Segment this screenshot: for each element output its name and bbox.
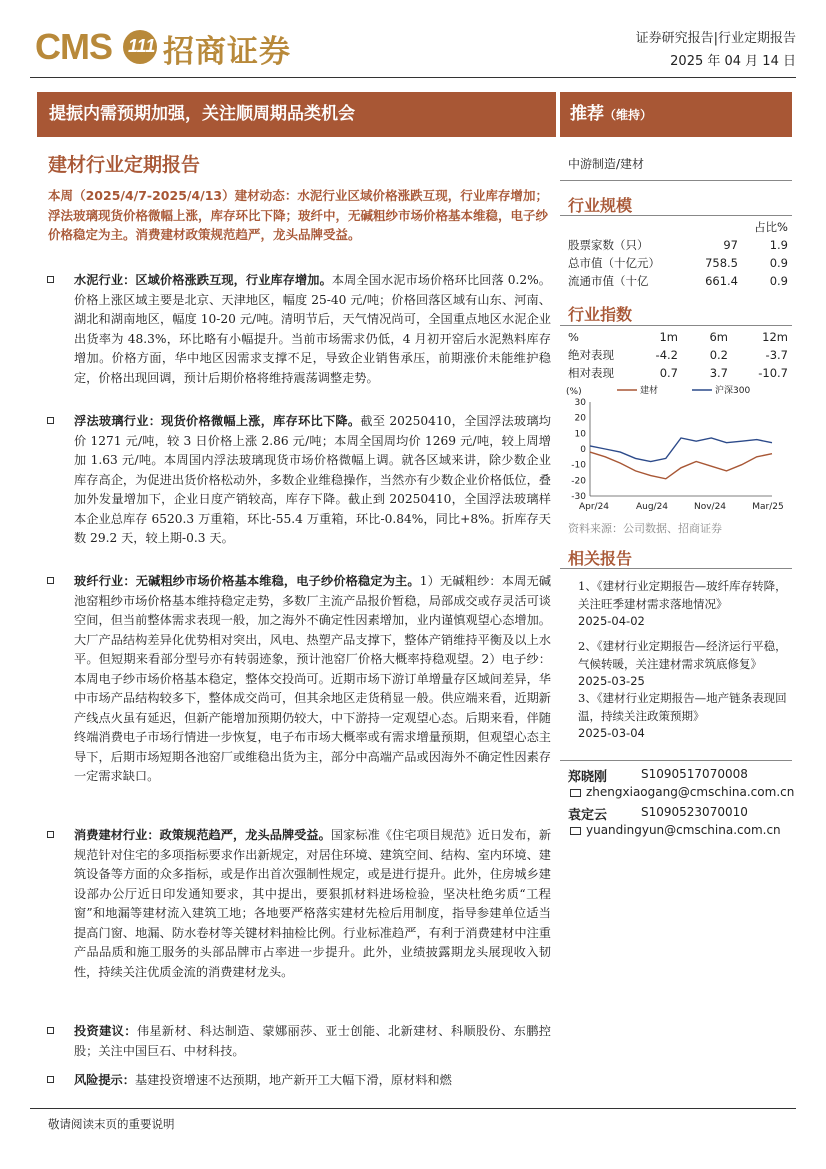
rating-badge bbox=[560, 92, 792, 137]
rating-label: 推荐 bbox=[570, 104, 604, 124]
section-body: 基建投资增速不达预期，地产新开工大幅下滑，原材料和燃 bbox=[134, 1073, 452, 1087]
sidebar-divider bbox=[560, 325, 792, 326]
x-tick-label: Apr/24 bbox=[578, 502, 610, 512]
scale-value: 661.4 bbox=[705, 274, 738, 288]
legend-label: 建材 bbox=[640, 386, 659, 396]
email-icon bbox=[570, 827, 581, 835]
y-tick-label: -10 bbox=[571, 460, 586, 471]
bullet-icon bbox=[47, 276, 54, 283]
related-report-date: 2025-03-04 bbox=[578, 726, 645, 740]
x-tick-label: Nov/24 bbox=[693, 502, 727, 512]
section-body: 本周全国水泥市场价格环比回落 0.2%。价格上涨区域主要是北京、天津地区，幅度 25-40 元/吨；价格回落区域有山东、河南、湖北和湖南地区，幅度 10-20 元/吨。清明节后，天气情况尚可，全国重点地区水泥企业出货率为 48.3%，环比略有小幅提升。当前市场需求仍低，4 月初开窑后水泥熟料库存增加。价格方面，华中地区因需求支撑不足，导致企业销售承压，前期涨价未能维护稳定，价格出现回调，预计后期价格将维持震荡调整走势。 bbox=[74, 273, 551, 385]
section-consumer-materials bbox=[48, 826, 551, 982]
scale-label: 总市值（十亿元） bbox=[568, 256, 660, 270]
author-id: S1090523070010 bbox=[641, 805, 748, 819]
index-performance-chart bbox=[562, 384, 792, 516]
header-divider bbox=[30, 77, 796, 78]
y-tick-label: -30 bbox=[571, 492, 586, 502]
index-header: 6m bbox=[709, 330, 728, 344]
author-id: S1090517070008 bbox=[641, 767, 748, 781]
email-icon bbox=[570, 789, 581, 797]
index-header: % bbox=[568, 330, 579, 344]
scale-label: 股票家数（只） bbox=[568, 238, 649, 252]
bullet-icon bbox=[47, 1027, 54, 1034]
section-body: 截至 20250410，全国浮法玻璃均价 1271 元/吨，较 3 日价格上涨 2.86 元/吨；本周全国周均价 1269 元/吨，较上周增加 1.63 元/吨。本周国内浮法玻璃现货市场价格微幅上调。就各区域来讲，除少数企业库存高企，为促进出货价格松动外，多数企业维稳操作，当然亦有少数企业价格低位，叠加外发量增加下，企业日度产销较高，库存下降。截止到 20250410，全国浮法玻璃样本企业总库存 6520.3 万重箱，环比-55.4 万重箱，环比-0.84%，同比+8%。折库存天数 29.2 天，较上期-0.3 天。 bbox=[74, 414, 551, 545]
report-title: 提振内需预期加强，关注顺周期品类机会 bbox=[37, 92, 556, 137]
author-email[interactable]: zhengxiaogang@cmschina.com.cn bbox=[586, 785, 795, 799]
y-tick-label: 10 bbox=[574, 429, 586, 440]
section-glass bbox=[48, 412, 551, 549]
footer-note: 敬请阅读末页的重要说明 bbox=[48, 1117, 175, 1131]
section-head: 浮法玻璃行业：现货价格微幅上涨，库存环比下降。 bbox=[74, 414, 361, 428]
index-title: 行业指数 bbox=[568, 305, 633, 324]
sidebar-divider bbox=[560, 568, 792, 569]
scale-table bbox=[568, 218, 788, 290]
index-value: -3.7 bbox=[765, 348, 788, 362]
x-tick-label: Mar/25 bbox=[752, 502, 784, 512]
index-value: -10.7 bbox=[758, 366, 788, 380]
scale-value: 758.5 bbox=[705, 256, 738, 270]
legend-label: 沪深300 bbox=[715, 386, 751, 396]
index-table bbox=[568, 328, 788, 382]
scale-pct: 0.9 bbox=[769, 274, 788, 288]
related-report-date: 2025-03-25 bbox=[578, 674, 645, 688]
sidebar-divider bbox=[560, 215, 792, 216]
index-value: -4.2 bbox=[655, 348, 678, 362]
author-name: 郑晓刚 bbox=[568, 770, 608, 785]
section-body: 1）无碱粗纱：本周无碱池窑粗纱市场价格基本维持稳定走势，多数厂主流产品报价暂稳，局部成交或存灵活可谈空间，但当前整体需求表现一般，加之海外不确定性因素增加，业内谨慎观望心态增加。大厂产品结构差异化优势相对突出，风电、热塑产品支撑下，整体产销维持平衡及以上水平。但短期来看部分型号亦有转弱迹象，预计池窑厂价格大概率持稳观望。2）电子纱：本周电子纱市场价格基本稳定，整体交投尚可。近期市场下游订单增量存区域间差异，华中市场产品结构较多下，整体成交尚可，但其余地区走货稍显一般。供应端来看，近期新产线点火虽有延迟，但新产能增加预期仍较大，中下游持一定观望心态。后期来看，伴随终端消费电子市场行情进一步恢复，电子布市场大概率或有需求增量预期，但观望心态主导下，后期市场短期各池窑厂或维稳出货为主，部分中高端产品或因海外不确定性因素存一定需求缺口。 bbox=[74, 574, 552, 783]
author-email[interactable]: yuandingyun@cmschina.com.cn bbox=[586, 823, 781, 837]
y-tick-label: -20 bbox=[571, 476, 586, 487]
doc-category: 证券研究报告|行业定期报告 bbox=[635, 31, 796, 46]
section-risk bbox=[48, 1071, 551, 1091]
series-line-csi300 bbox=[590, 438, 772, 462]
section-fiberglass bbox=[48, 572, 551, 787]
scale-pct: 0.9 bbox=[769, 256, 788, 270]
section-head: 消费建材行业：政策规范趋严，龙头品牌受益。 bbox=[74, 828, 331, 842]
section-head: 水泥行业：区域价格涨跌互现，行业库存增加。 bbox=[74, 273, 332, 287]
logo-chinese-text: 招商证券 bbox=[163, 34, 291, 70]
index-value: 0.2 bbox=[709, 348, 728, 362]
section-body: 伟星新材、科达制造、蒙娜丽莎、亚士创能、北新建材、科顺股份、东鹏控股；关注中国巨石、中材科技。 bbox=[74, 1024, 551, 1058]
y-tick-label: 30 bbox=[574, 398, 586, 408]
footer-divider bbox=[30, 1108, 796, 1109]
sidebar-divider bbox=[560, 760, 792, 761]
bullet-icon bbox=[47, 417, 54, 424]
index-label: 相对表现 bbox=[568, 366, 614, 380]
table-row bbox=[568, 328, 788, 346]
logo-cms-text: CMS bbox=[35, 26, 112, 67]
table-row bbox=[568, 236, 788, 254]
scale-title: 行业规模 bbox=[568, 196, 633, 215]
table-row bbox=[568, 364, 788, 382]
bullet-icon bbox=[47, 577, 54, 584]
related-report-date: 2025-04-02 bbox=[578, 614, 645, 628]
x-tick-label: Aug/24 bbox=[635, 502, 669, 512]
scale-pct: 1.9 bbox=[769, 238, 788, 252]
bullet-icon bbox=[47, 831, 54, 838]
logo-mark-icon: 111 bbox=[123, 30, 157, 64]
report-type: 建材行业定期报告 bbox=[48, 154, 201, 176]
y-tick-label: 20 bbox=[574, 413, 586, 424]
index-header: 1m bbox=[659, 330, 678, 344]
y-tick-label: 0 bbox=[580, 445, 586, 455]
table-row bbox=[568, 218, 788, 236]
related-report-item[interactable] bbox=[578, 638, 790, 691]
scale-value: 97 bbox=[723, 238, 738, 252]
table-row bbox=[568, 254, 788, 272]
index-value: 3.7 bbox=[709, 366, 728, 380]
table-row bbox=[568, 272, 788, 290]
report-date: 2025 年 04 月 14 日 bbox=[670, 54, 796, 69]
related-report-title: 2、《建材行业定期报告—经济运行平稳，气候转暖，关注建材需求筑底修复》 bbox=[578, 639, 787, 671]
sidebar-divider bbox=[560, 180, 792, 181]
series-line-building-materials bbox=[590, 452, 772, 479]
section-head: 投资建议： bbox=[74, 1024, 137, 1038]
section-cement bbox=[48, 271, 551, 388]
section-body: 国家标准《住宅项目规范》近日发布，新规范针对住宅的多项指标要求作出新规定，对居住环境、建筑空间、结构、室内环境、建筑设备等方面的众多指标，或是作出首次强制性规定，或是进行提升。此外，住房城乡建设部办公厅近日印发通知要求，其中提出，要狠抓材料进场检验，坚决杜绝劣质“工程窗”和地漏等建材流入建筑工地；各地要严格落实建材先检后用制度，指导参建单位适当提高门窗、地漏、防水卷材等关键材料抽检比例。行业标准趋严，有利于消费建材中注重产品品质和施工服务的头部品牌市占率进一步提升。此外，业绩披露期龙头展现收入韧性，持续关注优质金流的消费建材龙头。 bbox=[74, 828, 552, 979]
section-head: 风险提示： bbox=[74, 1073, 135, 1087]
industry-tag: 中游制造/建材 bbox=[568, 157, 645, 171]
chart-source: 资料来源：公司数据、招商证券 bbox=[568, 522, 722, 535]
index-header: 12m bbox=[762, 330, 788, 344]
logo bbox=[35, 24, 295, 68]
related-title: 相关报告 bbox=[568, 549, 633, 568]
section-investment bbox=[48, 1022, 551, 1061]
related-report-item[interactable] bbox=[578, 690, 790, 743]
index-value: 0.7 bbox=[659, 366, 678, 380]
related-report-title: 1、《建材行业定期报告—玻纤库存转降，关注旺季建材需求落地情况》 bbox=[578, 579, 787, 611]
scale-header: 占比% bbox=[754, 220, 788, 234]
scale-label: 流通市值（十亿 bbox=[568, 274, 649, 288]
related-report-item[interactable] bbox=[578, 578, 790, 631]
table-row bbox=[568, 346, 788, 364]
y-axis-label: (%) bbox=[566, 387, 582, 397]
section-head: 玻纤行业：无碱粗纱市场价格基本维稳，电子纱价格稳定为主。 bbox=[74, 574, 420, 588]
author-name: 袁定云 bbox=[568, 808, 608, 823]
intro-summary: 本周（2025/4/7-2025/4/13）建材动态：水泥行业区域价格涨跌互现，行业库存增加；浮法玻璃现货价格微幅上涨，库存环比下降；玻纤中，无碱粗纱市场价格基本维稳，电子纱价格稳定为主。消费建材政策规范趋严，龙头品牌受益。 bbox=[48, 188, 549, 242]
related-report-title: 3、《建材行业定期报告—地产链条表现回温，持续关注政策预期》 bbox=[578, 691, 787, 723]
bullet-icon bbox=[47, 1076, 54, 1083]
index-label: 绝对表现 bbox=[568, 348, 614, 362]
rating-sub: （维持） bbox=[604, 108, 653, 122]
